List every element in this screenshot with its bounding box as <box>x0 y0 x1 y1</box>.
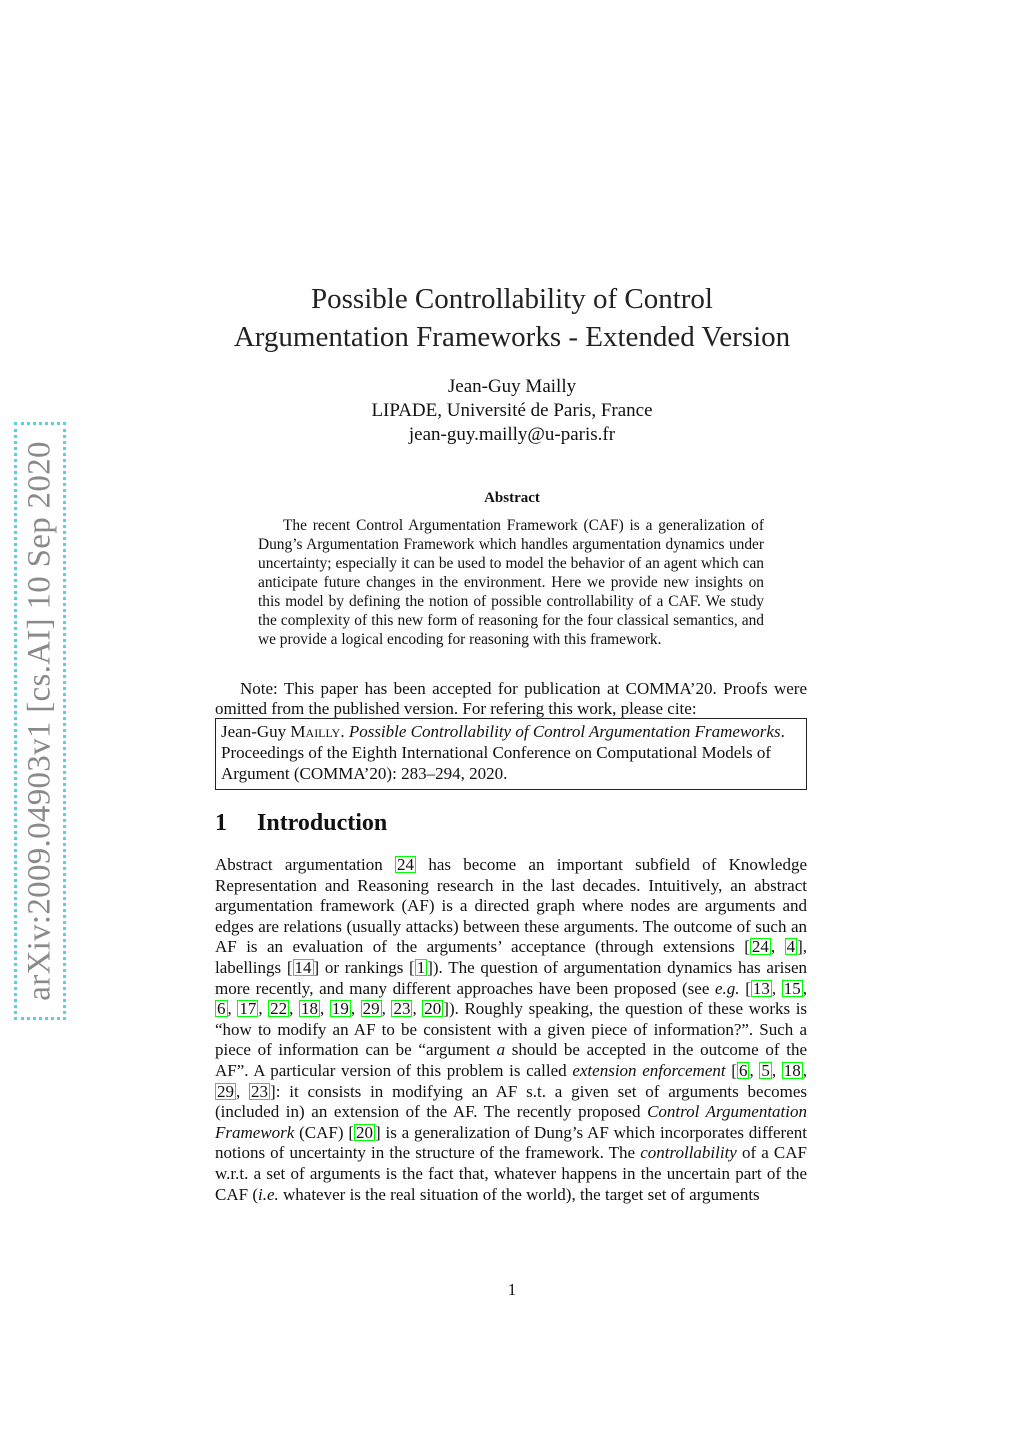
citation-title: Possible Controllability of Control Argumentation Frameworks <box>348 722 781 741</box>
paper-title <box>180 280 844 356</box>
author-name: Jean-Guy Mailly <box>447 376 577 397</box>
intro-emphasis: e.g. <box>715 978 740 998</box>
arxiv-identifier: arXiv:2009.04903v1 [cs.AI] 10 Sep 2020 <box>21 441 58 1001</box>
citation-link[interactable]: 24 <box>397 855 415 874</box>
citation-link[interactable]: 1 <box>416 957 426 977</box>
title-line-1: Possible Controllability of Control <box>311 283 713 315</box>
citation-author-last: Mailly <box>290 722 341 741</box>
citation-link[interactable]: 29 <box>217 1081 234 1101</box>
citation-link[interactable]: 29 <box>362 999 380 1019</box>
intro-text: should be accepted in the outcome of the AF”. A particular version of this problem is called <box>215 1040 807 1080</box>
citation-link[interactable]: 6 <box>217 999 226 1019</box>
citation-link[interactable]: 4 <box>786 937 796 957</box>
citation-link[interactable]: 18 <box>783 1060 801 1080</box>
intro-text: , labellings <box>215 937 807 977</box>
intro-text <box>740 979 746 998</box>
page-number: 1 <box>507 1280 517 1299</box>
author-block <box>200 375 824 447</box>
intro-text: ). The question of argumentation dynamics has arisen more recently, and many different approaches have been proposed (see <box>215 957 807 998</box>
citation-link[interactable]: 20 <box>356 1122 374 1142</box>
section-title: Introduction <box>257 810 388 836</box>
intro-text: has become an important subfield of Knowledge Representation and Reasoning research in the last decades. Intuitively, an abstract argumentation framework (AF) is a directed graph where nodes are arguments and edges are relations (usually attacks) between these arguments. The outcome of such an AF is an evaluation of the arguments’ acceptance (through extensions <box>215 855 807 957</box>
citation-link[interactable]: 23 <box>393 999 411 1019</box>
intro-paragraph: Abstract argumentation 24 has become an important subfield of Knowledge Representation and Reasoning research in the last decades. Intuitively, an abstract argumentation framework (AF) is a directed graph where nodes are arguments and edges are relations (usually attacks) between these arguments. The outcome of such an AF is an evaluation of the arguments’ acceptance (through extensions [ 24 , 4 ], labellings [ 14 ] or rankings [ 1 ]). The question of argumentation dynamics has arisen more recently, and many different approaches have been proposed (see e.g. [ 13 , 15 , 6 , 17 , 22 , 18 , 19 , 29 , 23 , 20 ]). Roughly speaking, the question of these works is “how to modify an AF to be consistent with a given piece of information?”. Such a piece of information can be “argument a should be accepted in the outcome of the AF”. A particular version of this problem is called extension enforcement [ 6 , 5 , 18 , 29 , 23 ]: it consists in modifying an AF s.t. a given set of arguments becomes (included in) an extension of the AF. The recently proposed Control Argumentation Framework (CAF) [ 20 ] is a generalization of Dung’s AF which incorporates different notions of uncertainty in the structure of the framework. The controllability of a CAF w.r.t. a set of arguments is the fact that, whatever happens in the uncertain part of the CAF (i.e. whatever is the real situation of the world), the target set of arguments <box>215 855 808 1204</box>
citation-link[interactable]: 14 <box>294 957 312 977</box>
publication-note: Note: This paper has been accepted for publication at COMMA’20. Proofs were omitted from the published version. For refering this work, please cite: <box>215 679 807 718</box>
citation-link[interactable]: 23 <box>251 1081 269 1101</box>
title-line-2: Argumentation Frameworks - Extended Version <box>233 321 791 353</box>
intro-text: is a generalization of Dung’s AF which incorporates different notions of uncertainty in the structure of the framework. The <box>215 1122 807 1163</box>
citation-link[interactable]: 18 <box>300 999 318 1019</box>
citation-link[interactable]: 17 <box>239 999 257 1019</box>
abstract-heading: Abstract <box>484 490 540 506</box>
section-number: 1 <box>215 810 227 836</box>
intro-text <box>726 1061 732 1080</box>
intro-emphasis: controllability <box>640 1143 737 1163</box>
intro-text: ). Roughly speaking, the question of these works is “how to modify an AF to be consistent with a given piece of information?”. Such a piece of information can be “argument <box>215 999 808 1060</box>
citation-link[interactable]: 24 <box>751 937 769 957</box>
citation-link[interactable]: 22 <box>270 999 288 1019</box>
citation-link[interactable]: 19 <box>331 999 349 1019</box>
section-heading <box>215 810 387 837</box>
citation-link[interactable]: 13 <box>752 978 770 998</box>
citation-link[interactable]: 15 <box>783 978 801 998</box>
author-affiliation: LIPADE, Université de Paris, France <box>371 400 653 421</box>
arxiv-stamp <box>14 422 66 1020</box>
intro-text: of a CAF w.r.t. a set of arguments is the fact that, whatever happens in the uncertain part of the CAF ( <box>215 1143 807 1204</box>
intro-text: , <box>770 937 785 957</box>
citation-separator: . <box>340 722 349 741</box>
citation-box <box>215 718 807 790</box>
intro-emphasis: extension enforcement <box>572 1060 726 1080</box>
intro-emphasis: a <box>496 1040 506 1060</box>
intro-text: or rankings <box>319 957 410 977</box>
citation-link[interactable]: 20 <box>424 999 442 1019</box>
citation-link[interactable]: 5 <box>761 1060 770 1080</box>
citation-link[interactable]: 6 <box>738 1060 748 1080</box>
abstract-body: The recent Control Argumentation Framework (CAF) is a generalization of Dung’s Argumentation Framework which handles argumentation dynamics under uncertainty; especially it can be used to model the behavior of an agent which can anticipate future changes in the environment. Here we provide new insights on this model by defining the notion of possible controllability of a CAF. We study the complexity of this new form of reasoning for the four classical semantics, and we provide a logical encoding for reasoning with this framework. <box>258 517 764 648</box>
intro-text: : it consists in modifying an AF s.t. a given set of arguments becomes (included in) an extension of the AF. The recently proposed <box>215 1081 807 1122</box>
citation-author-first: Jean-Guy <box>221 722 291 741</box>
intro-text: (CAF) <box>294 1122 349 1142</box>
intro-emphasis: i.e. <box>257 1184 279 1204</box>
intro-text: whatever is the real situation of the world), the target set of arguments <box>278 1184 760 1204</box>
intro-text: Abstract argumentation <box>215 855 396 874</box>
citation-venue: . Proceedings of the Eighth International Conference on Computational Models of Argument (COMMA’20): 283–294, 2020. <box>221 722 785 783</box>
author-email: jean-guy.mailly@u-paris.fr <box>408 424 616 445</box>
intro-emphasis: Control Argumentation Framework <box>215 1102 807 1142</box>
